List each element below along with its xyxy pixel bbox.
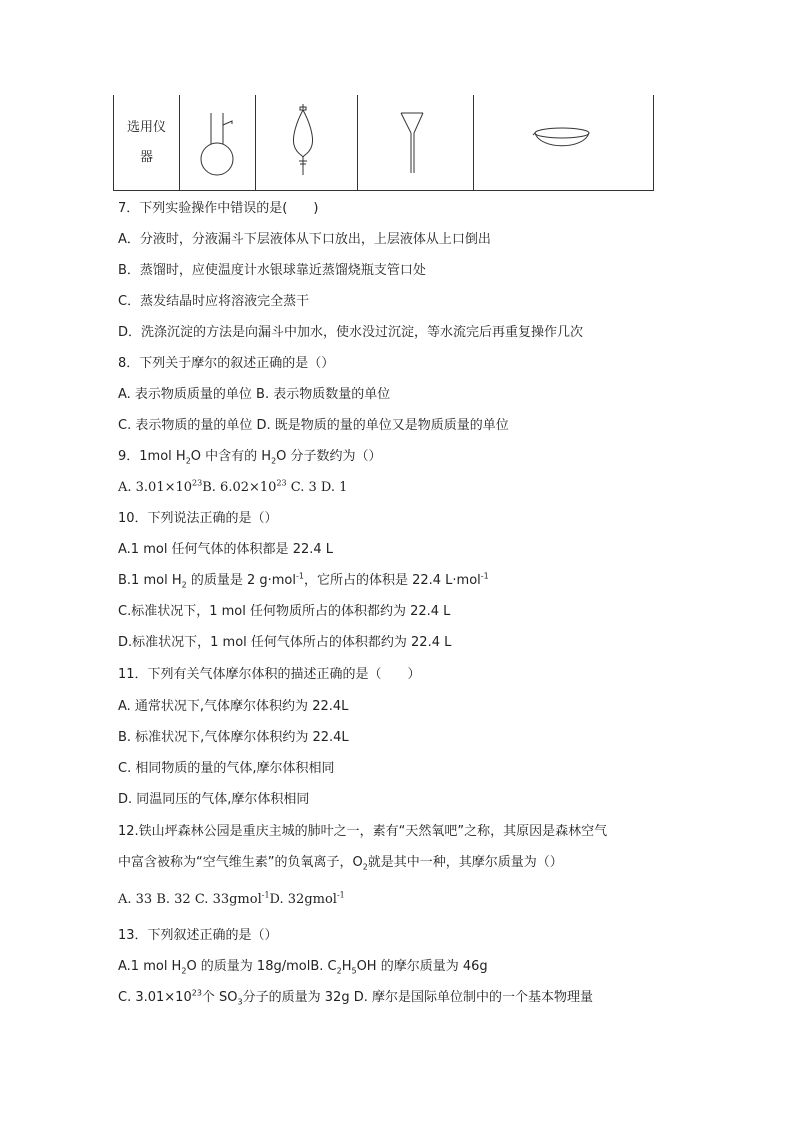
funnel-cell — [358, 95, 474, 190]
q10-option-b: B.1 mol $H_2$ 的质量是 2 g·mol$^{-1}$，它所占的体积是 22.4 L·mol$^{-1}$ — [118, 571, 489, 590]
evaporating-dish-cell — [474, 95, 653, 190]
q9-stem: 9．1mol $H_2O$ 中含有的 $H_2O$ 分子数约为（） — [118, 449, 382, 466]
q10-option-d: D.标准状况下，1 mol 任何气体所占的体积都约为 22.4 L — [118, 635, 452, 650]
q7-stem: 7．下列实验操作中错误的是( ) — [118, 201, 319, 216]
table-label-line1: 选用仪 — [126, 120, 166, 135]
q11-option-c: C. 相同物质的量的气体,摩尔体积相同 — [118, 761, 335, 776]
table-label-cell — [114, 95, 180, 190]
q12-options: A. 33 B. 32 C. 33gmol$^{-1}$D. 32gmol$^{-1}$ — [118, 890, 345, 907]
q9-options: A. $3.01\times 10^{23}B$. $6.02\times 10^{23}$ C. 3 D. 1 — [118, 478, 348, 495]
q7-option-a: A．分液时，分液漏斗下层液体从下口放出，上层液体从上口倒出 — [118, 232, 491, 247]
instrument-table — [113, 95, 654, 191]
round-bottom-flask-icon — [180, 95, 256, 190]
separatory-funnel-icon — [256, 95, 358, 190]
q10-option-c: C.标准状况下，1 mol 任何物质所占的体积都约为 22.4 L — [118, 604, 451, 619]
q11-stem: 11．下列有关气体摩尔体积的描述正确的是（ ） — [118, 667, 421, 682]
q7-option-c: C．蒸发结晶时应将溶液完全蒸干 — [118, 294, 310, 309]
q11-option-b: B. 标准状况下,气体摩尔体积约为 22.4L — [118, 730, 349, 745]
q8-options-ab: A. 表示物质质量的单位 B. 表示物质数量的单位 — [118, 387, 391, 402]
q12-line1: 12.铁山坪森林公园是重庆主城的肺叶之一，素有“天然氧吧”之称，其原因是森林空气 — [118, 824, 608, 839]
q11-option-d: D. 同温同压的气体,摩尔体积相同 — [118, 792, 310, 807]
q11-option-a: A. 通常状况下,气体摩尔体积约为 22.4L — [118, 699, 349, 714]
separatory-funnel-cell — [256, 95, 358, 190]
table-label-line2: 器 — [139, 150, 153, 165]
q13-options-ab: A.1 mol $H_2O$ 的质量为 18g/molB. $C_2H_5OH$ 的摩尔质量为 46g — [118, 959, 488, 976]
flask-cell — [180, 95, 256, 190]
evaporating-dish-icon — [474, 95, 652, 190]
q12-line2: 中富含被称为“空气维生素”的负氧离子，$O_2$就是其中一种，其摩尔质量为（） — [118, 855, 563, 872]
q10-stem: 10．下列说法正确的是（） — [118, 511, 278, 526]
q8-stem: 8．下列关于摩尔的叙述正确的是（） — [118, 356, 335, 371]
q7-option-b: B．蒸馏时，应使温度计水银球靠近蒸馏烧瓶支管口处 — [118, 263, 426, 278]
q13-stem: 13．下列叙述正确的是（） — [118, 928, 278, 943]
funnel-icon — [358, 95, 474, 190]
q10-option-a: A.1 mol 任何气体的体积都是 22.4 L — [118, 542, 334, 557]
q7-option-d: D．洗涤沉淀的方法是向漏斗中加水，使水没过沉淀，等水流完后再重复操作几次 — [118, 325, 584, 340]
q8-options-cd: C. 表示物质的量的单位 D. 既是物质的量的单位又是物质质量的单位 — [118, 418, 509, 433]
q13-options-cd: C. $3.01\times 10^{23}$个 $SO_3$分子的质量为 32g D. 摩尔是国际单位制中的一个基本物理量 — [118, 988, 593, 1007]
